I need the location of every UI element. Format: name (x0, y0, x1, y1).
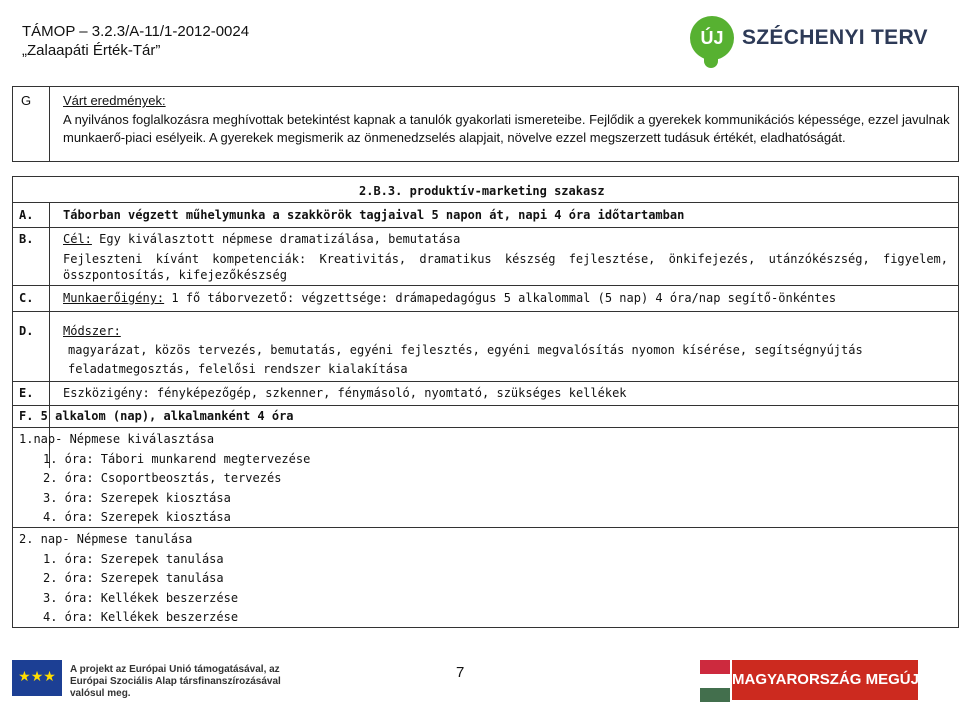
list-item: 1. óra: Tábori munkarend megtervezése (43, 451, 311, 466)
row-d-title: Módszer: (63, 324, 121, 338)
expected-text: A nyilvános foglalkozásra meghívottak betekintést kapnak a tanulók gyakorlati ismereteibe. Fejlődik a gyerekek kommunikációs képessége, ezzel javulnak munkaerő-piaci esélyeik. A gyerekek megismerik az önmenedzselés alapjait, növelve ezzel megszerzett tudásuk értékét, eladhatóságát. (63, 112, 950, 145)
expected-label: G (21, 93, 32, 108)
magyarorszag-megujul-banner: MAGYARORSZÁG MEGÚJUL (732, 660, 918, 700)
row-b-title: Cél: (63, 232, 92, 246)
day1-title: 1.nap- Népmese kiválasztása (19, 432, 215, 446)
row-divider (13, 427, 958, 428)
list-item: 4. óra: Szerepek kiosztása (43, 510, 231, 524)
list-item: 1. óra: Szerepek tanulása (43, 551, 224, 566)
row-divider (13, 311, 958, 312)
list-item: 3. óra: Szerepek kiosztása (43, 490, 231, 505)
list-item: 2. óra: Csoportbeosztás, tervezés (43, 471, 282, 485)
row-e-text: Eszközigény: fényképezőgép, szkenner, fénymásoló, nyomtató, szükséges kellékek (63, 386, 627, 400)
row-c-text: Munkaerőigény: 1 fő táborvezető: végzettsége: drámapedagógus 5 alkalommal (5 nap) 4 óra/nap segítő-önkéntes (63, 291, 837, 305)
project-title: „Zalaapáti Érték-Tár” (22, 42, 161, 59)
list-item: 4. óra: Kellékek beszerzése (43, 610, 239, 624)
project-code: TÁMOP – 3.2.3/A-11/1-2012-0024 (22, 23, 250, 40)
szechenyi-logo (690, 12, 928, 68)
day1-schedule (19, 430, 310, 528)
row-d-label: D. (19, 324, 34, 338)
row-a-label: A. (19, 208, 34, 222)
row-c-label: C. (19, 291, 34, 305)
expected-title: Várt eredmények: (63, 93, 166, 108)
row-divider (13, 405, 958, 406)
uj-badge-icon: ÚJ (690, 16, 734, 60)
row-divider (13, 285, 958, 286)
section-heading: 2.B.3. produktív-marketing szakasz (359, 184, 605, 198)
leaf-icon (704, 58, 718, 68)
row-divider (13, 381, 958, 382)
eu-flag-icon: ★★★ (12, 660, 62, 696)
day2-schedule (19, 530, 238, 628)
row-b-label: B. (19, 232, 34, 246)
hungarian-flag-icon (700, 660, 730, 702)
row-c-title: Munkaerőigény: (63, 291, 165, 305)
row-divider (13, 227, 958, 228)
logo-brand-text: SZÉCHENYI TERV (742, 26, 928, 49)
list-item: 3. óra: Kellékek beszerzése (43, 590, 239, 605)
row-d-line1: magyarázat, közös tervezés, bemutatás, egyéni fejlesztés, egyéni megvalósítás nyomon kísérése, segítségnyújtás (68, 343, 863, 357)
page-number: 7 (456, 664, 465, 681)
list-item: 2. óra: Szerepek tanulása (43, 571, 224, 585)
row-divider (13, 527, 958, 528)
row-e-label: E. (19, 386, 34, 400)
document-header (22, 22, 249, 61)
column-divider (49, 202, 50, 468)
eu-funding-text: A projekt az Európai Unió támogatásával, az Európai Szociális Alap társfinanszírozásával valósul meg. (70, 664, 281, 699)
row-divider (13, 202, 958, 203)
row-f-text: F. 5 alkalom (nap), alkalmanként 4 óra (19, 409, 294, 423)
column-divider (49, 87, 50, 161)
row-a-text: Táborban végzett műhelymunka a szakkörök tagjaival 5 napon át, napi 4 óra időtartamban (63, 208, 685, 222)
marketing-section-box (12, 176, 959, 628)
row-b-text: Fejleszteni kívánt kompetenciák: Kreativitás, dramatikus készség fejlesztése, önkifejezés, utánzókészség, figyelem, összpontosítás, kifejezőkészség (63, 252, 948, 282)
expected-results-box (12, 86, 959, 162)
row-b-goal: Cél: Egy kiválasztott népmese dramatizálása, bemutatása (63, 232, 461, 246)
row-d-line2: feladatmegosztás, felelősi rendszer kialakítása (68, 362, 408, 376)
day2-title: 2. nap- Népmese tanulása (19, 532, 193, 546)
